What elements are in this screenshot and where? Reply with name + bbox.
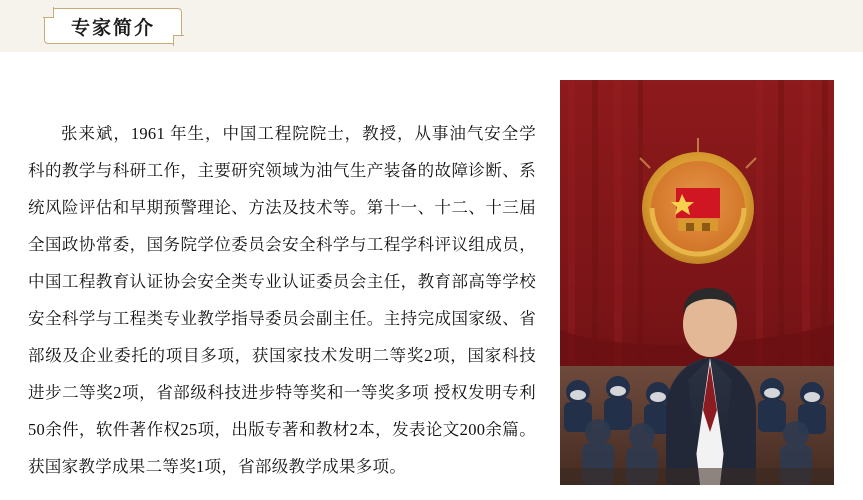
biography-paragraph: 张来斌，1961 年生，中国工程院院士，教授，从事油气安全学科的教学与科研工作，主要研究领域为油气生产装备的故障诊断、系统风险评估和早期预警理论、方法及技术等。第十一、十二、十三届全国政协常委，国务院学位委员会安全科学与工程学科评议组成员，中国工程教育认证协会安全类专业认证委员会主任，教育部高等学校安全科学与工程类专业教学指导委员会副主任。主持完成国家级、省部级及企业委托的项目多项，获国家技术发明二等奖2项，国家科技进步二等奖2项，省部级科技进步特等奖和一等奖多项 授权发明专利50余件，软件著作权25项，出版专著和教材2本，发表论文200余篇。获国家教学成果二等奖1项，省部级教学成果多项。 [28, 123, 536, 476]
photo-illustration [560, 80, 834, 485]
tab-corner-decoration-bottom-right [173, 35, 184, 46]
content-area [0, 52, 863, 500]
header-banner [0, 0, 863, 52]
tab-corner-decoration-top-left [43, 7, 54, 18]
section-tab [44, 8, 182, 44]
page-title: 专家简介 [70, 17, 155, 39]
portrait-photo [560, 80, 834, 485]
